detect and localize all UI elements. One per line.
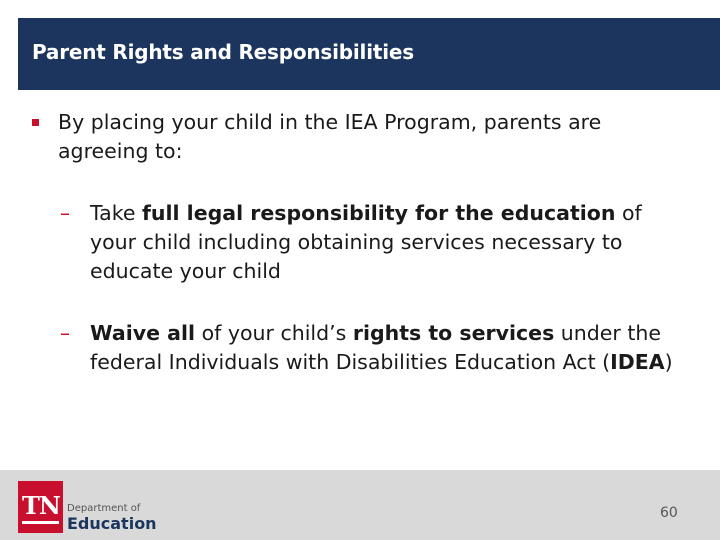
dash-bullet-icon: – [60,321,70,345]
sub-bullet-waive [60,319,690,377]
sub2-end: ) [664,350,673,374]
sub2-bold2: rights to services [352,321,555,345]
sub2-mid2: under the federal Individuals with Disabilities Education Act ( [90,321,661,374]
page-number: 60 [660,505,678,521]
sub2-bold3: IDEA [610,350,665,374]
square-bullet-icon [32,119,39,126]
tn-underline [22,521,59,524]
dept-of-label: Department of [67,503,141,514]
sub1-bold: full legal responsibility for the education [141,201,616,225]
title-bar [18,18,720,90]
slide-title: Parent Rights and Responsibilities [32,40,414,64]
dash-bullet-icon: – [60,201,70,225]
tn-abbr: TN [22,491,60,520]
main-bullet [58,108,698,166]
dept-name-label: Education [67,514,157,533]
sub1-rest: of your child including obtaining services necessary to educate your child [90,201,642,283]
sub1-lead: Take [90,201,142,225]
sub2-mid1: of your child’s [195,321,353,345]
tn-logo-icon [18,481,63,533]
sub2-bold1: Waive all [90,321,196,345]
main-bullet-text: By placing your child in the IEA Program, parents are agreeing to: [58,110,602,163]
sub-bullet-responsibility [60,199,690,286]
